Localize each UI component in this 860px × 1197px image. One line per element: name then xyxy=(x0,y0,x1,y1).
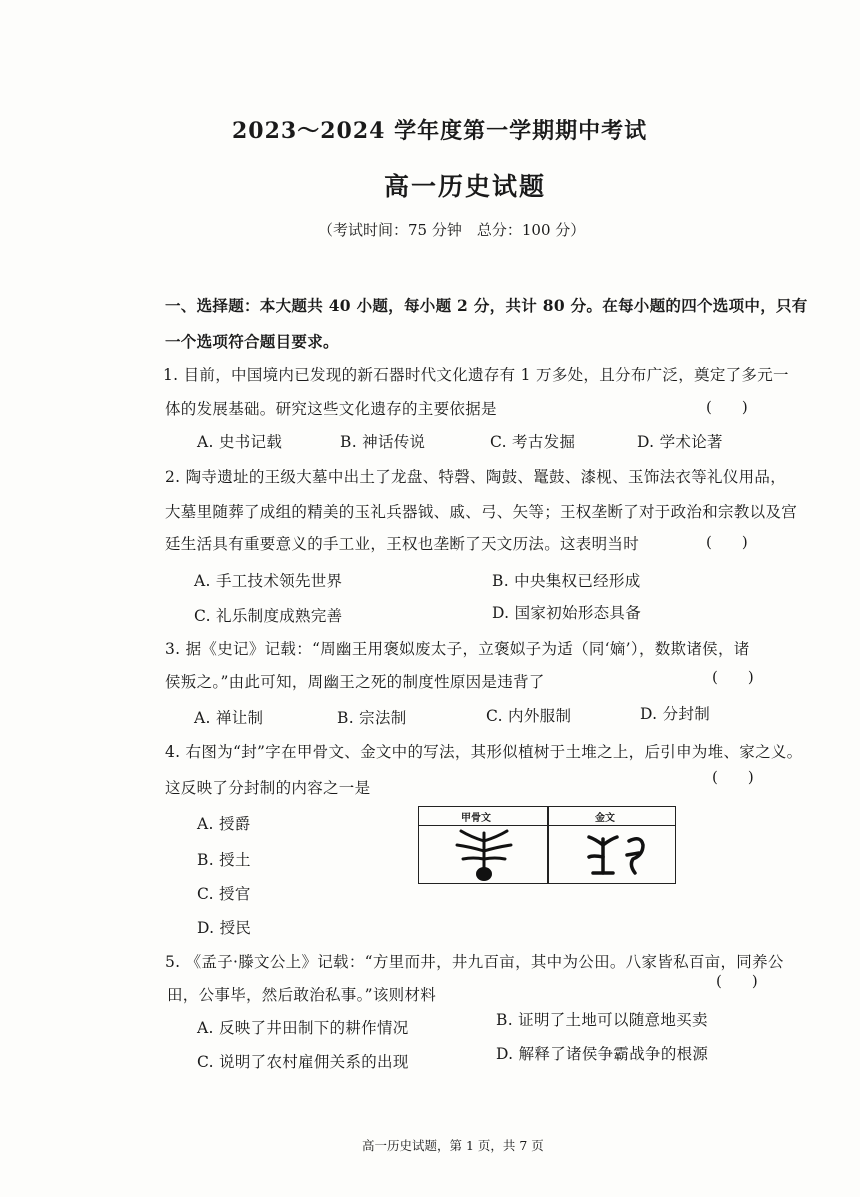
exam-title: 2023～2024 学年度第一学期期中考试 xyxy=(232,118,648,144)
q3-option-b: B. 宗法制 xyxy=(337,709,407,727)
q3-answer-paren: ( ) xyxy=(712,668,754,686)
figure-divider xyxy=(547,807,549,883)
q2-option-a: A. 手工技术领先世界 xyxy=(194,572,343,590)
q4-option-a: A. 授爵 xyxy=(197,815,251,833)
section-heading-line2: 一个选项符合题目要求。 xyxy=(165,332,339,351)
q3-option-d: D. 分封制 xyxy=(640,705,711,723)
page-footer: 高一历史试题，第 1 页，共 7 页 xyxy=(362,1138,544,1153)
figure-label-oracle-bone: 甲骨文 xyxy=(461,813,491,824)
section-heading-line1: 一、选择题：本大题共 40 小题，每小题 2 分，共计 80 分。在每小题的四个选项中，只有 xyxy=(165,296,808,315)
q4-option-b: B. 授土 xyxy=(197,851,251,869)
q1-option-c: C. 考古发掘 xyxy=(490,433,576,451)
q5-answer-paren: ( ) xyxy=(716,972,758,990)
exam-meta: （考试时间：75 分钟 总分：100 分） xyxy=(318,221,586,239)
q2-option-d: D. 国家初始形态具备 xyxy=(492,604,642,622)
q2-option-b: B. 中央集权已经形成 xyxy=(492,572,641,590)
q1-line1: 1. 目前，中国境内已发现的新石器时代文化遗存有 1 万多处，且分布广泛，奠定了多元一 xyxy=(163,366,789,384)
q5-line1: 5. 《孟子·滕文公上》记载：“方里而井，井九百亩，其中为公田。八家皆私百亩，同养公 xyxy=(165,953,784,971)
q4-line1: 4. 右图为“封”字在甲骨文、金文中的写法，其形似植树于土堆之上，后引申为堆、家之义。 xyxy=(165,743,803,761)
q2-line1: 2. 陶寺遗址的王级大墓中出土了龙盘、特磬、陶鼓、鼍鼓、漆枧、玉饰法衣等礼仪用品， xyxy=(165,468,787,486)
q2-line2: 大墓里随葬了成组的精美的玉礼兵器钺、戚、弓、矢等；王权垄断了对于政治和宗教以及宫 xyxy=(165,503,798,521)
q5-option-b: B. 证明了土地可以随意地买卖 xyxy=(496,1011,708,1029)
q4-answer-paren: ( ) xyxy=(712,768,754,786)
q4-option-c: C. 授官 xyxy=(197,885,251,903)
q4-line2: 这反映了分封制的内容之一是 xyxy=(165,779,371,797)
q5-option-c: C. 说明了农村雇佣关系的出现 xyxy=(197,1053,409,1071)
q5-option-a: A. 反映了井田制下的耕作情况 xyxy=(197,1019,409,1037)
q3-line2: 侯叛之。”由此可知，周幽王之死的制度性原因是违背了 xyxy=(165,673,545,691)
q5-option-d: D. 解释了诸侯争霸战争的根源 xyxy=(496,1045,709,1063)
feng-character-figure xyxy=(418,806,676,884)
q3-option-a: A. 禅让制 xyxy=(194,709,264,727)
q1-option-b: B. 神话传说 xyxy=(340,433,426,451)
q2-line3: 廷生活具有重要意义的手工业，王权也垄断了天文历法。这表明当时 xyxy=(165,535,640,553)
q5-line2: 田，公事毕，然后敢治私事。”该则材料 xyxy=(167,986,437,1004)
q1-option-a: A. 史书记载 xyxy=(197,433,283,451)
q1-line2: 体的发展基础。研究这些文化遗存的主要依据是 xyxy=(165,400,497,418)
q3-option-c: C. 内外服制 xyxy=(486,707,572,725)
q4-option-d: D. 授民 xyxy=(197,919,252,937)
q1-option-d: D. 学术论著 xyxy=(637,433,723,451)
q3-line1: 3. 据《史记》记载：“周幽王用褒姒废太子，立褒姒子为适（同‘嫡’），数欺诸侯，诸 xyxy=(165,640,750,658)
q2-answer-paren: ( ) xyxy=(706,533,748,551)
oracle-bone-feng-glyph xyxy=(449,827,519,883)
q2-option-c: C. 礼乐制度成熟完善 xyxy=(194,607,343,625)
bronze-feng-glyph xyxy=(579,827,659,883)
exam-subtitle: 高一历史试题 xyxy=(384,172,547,201)
q1-answer-paren: ( ) xyxy=(706,398,748,416)
figure-label-bronze: 金文 xyxy=(595,813,615,824)
